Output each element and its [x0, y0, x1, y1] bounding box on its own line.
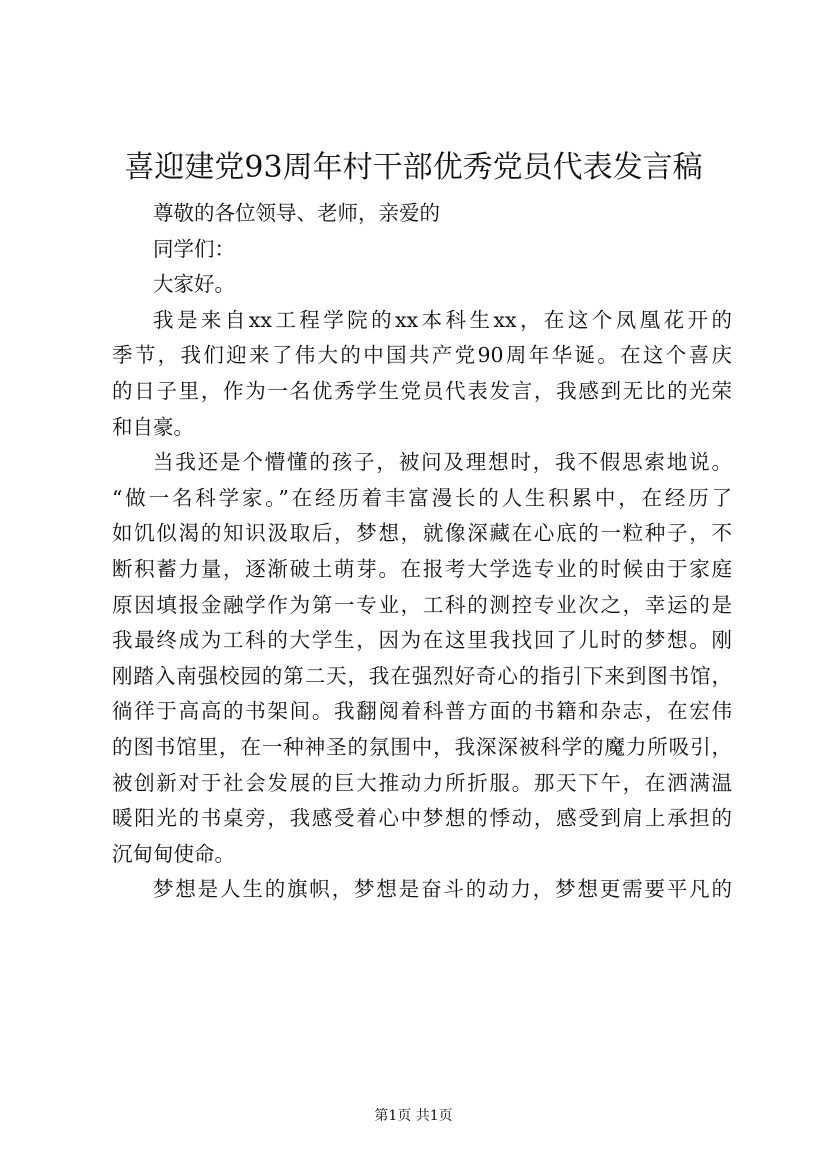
text-line: 被创新对于社会发展的巨大推动力所折服。那天下午，在洒满温 — [112, 770, 732, 795]
text-line: 暖阳光的书桌旁，我感受着心中梦想的悸动，感受到肩上承担的 — [112, 806, 732, 831]
page-footer: 第1页 共1页 — [374, 1108, 453, 1124]
text-line: 我最终成为工科的大学生，因为在这里我找回了儿时的梦想。刚 — [112, 628, 732, 653]
text-line: 的图书馆里，在一种神圣的氛围中，我深深被科学的魔力所吸引， — [112, 734, 732, 759]
text-line: “做一名科学家。”在经历着丰富漫长的人生积累中，在经历了 — [112, 485, 732, 510]
text-line: 同学们： — [153, 236, 235, 261]
text-line: 当我还是个懵懂的孩子，被问及理想时，我不假思索地说。 — [153, 450, 732, 475]
document-body — [112, 196, 732, 908]
text-line: 梦想是人生的旗帜，梦想是奋斗的动力，梦想更需要平凡的 — [153, 877, 732, 902]
text-line: 沉甸甸使命。 — [112, 841, 235, 866]
text-line: 和自豪。 — [112, 414, 194, 439]
text-line: 的日子里，作为一名优秀学生党员代表发言，我感到无比的光荣 — [112, 378, 732, 403]
text-line: 尊敬的各位领导、老师，亲爱的 — [153, 201, 440, 225]
text-line: 原因填报金融学作为第一专业，工科的测控专业次之，幸运的是 — [112, 592, 732, 617]
document-title: 喜迎建党93周年村干部优秀党员代表发言稿 — [124, 150, 703, 185]
text-line: 断积蓄力量，逐渐破土萌芽。在报考大学选专业的时候由于家庭 — [112, 556, 732, 581]
text-line: 刚踏入南强校园的第二天，我在强烈好奇心的指引下来到图书馆， — [112, 663, 732, 688]
text-line: 如饥似渴的知识汲取后，梦想，就像深藏在心底的一粒种子，不 — [112, 521, 732, 546]
text-line: 我是来自xx工程学院的xx本科生xx，在这个凤凰花开的 — [153, 307, 732, 332]
text-line: 徜徉于高高的书架间。我翻阅着科普方面的书籍和杂志，在宏伟 — [112, 699, 732, 724]
text-line: 大家好。 — [153, 272, 235, 297]
text-line: 季节，我们迎来了伟大的中国共产党90周年华诞。在这个喜庆 — [112, 343, 732, 368]
